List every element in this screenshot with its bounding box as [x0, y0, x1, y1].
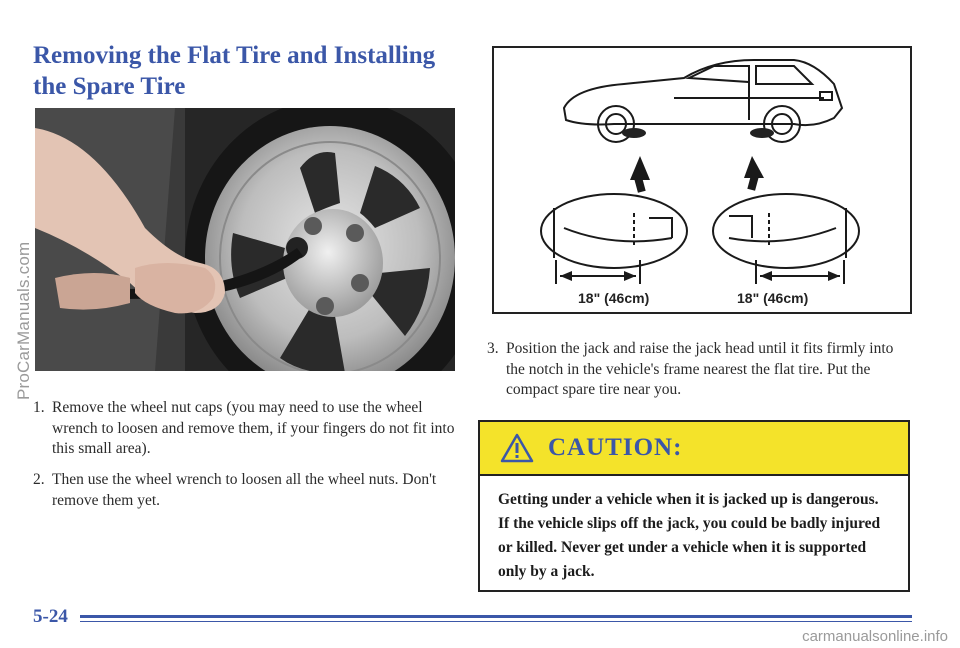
page-number: 5-24: [33, 606, 68, 627]
step-number: 1.: [33, 399, 45, 416]
step-text: Then use the wheel wrench to loosen all the wheel nuts. Don't remove them yet.: [52, 471, 437, 509]
side-watermark: ProCarManuals.com: [14, 241, 33, 400]
caution-text: Getting under a vehicle when it is jacked up is dangerous. If the vehicle slips off the jack, you could be badly injured or killed. Never get under a vehicle when it is supported only by a jack.: [498, 491, 881, 580]
caution-heading: CAUTION:: [548, 434, 683, 461]
right-measurement-label: 18" (46cm): [737, 290, 809, 306]
page-title: Removing the Flat Tire and Installing the Spare Tire: [33, 42, 436, 100]
wheel-photo-illustration: [35, 108, 455, 371]
step-1: [33, 398, 463, 460]
step-2: [33, 470, 463, 511]
step-number: 2.: [33, 471, 45, 488]
bottom-watermark: carmanualsonline.info: [802, 628, 948, 645]
warning-triangle-icon: [500, 433, 534, 463]
wheel-wrench-photo: [35, 108, 455, 371]
car-jack-diagram-illustration: [494, 48, 910, 312]
step-number: 3.: [487, 340, 499, 357]
step-text: Remove the wheel nut caps (you may need to use the wheel wrench to loosen and remove them, if your fingers do not fit into this small area).: [52, 399, 455, 457]
left-measurement-label: 18" (46cm): [578, 290, 650, 306]
step-3: [487, 339, 907, 401]
step-text: Position the jack and raise the jack head until it fits firmly into the notch in the vehicle's frame nearest the flat tire. Put the compact spare tire near you.: [506, 340, 894, 398]
caution-box: [478, 420, 910, 592]
footer-rule-thin: [80, 621, 912, 622]
caution-header: [480, 422, 908, 476]
jacking-points-diagram: [492, 46, 912, 314]
footer-rule: [80, 615, 912, 618]
